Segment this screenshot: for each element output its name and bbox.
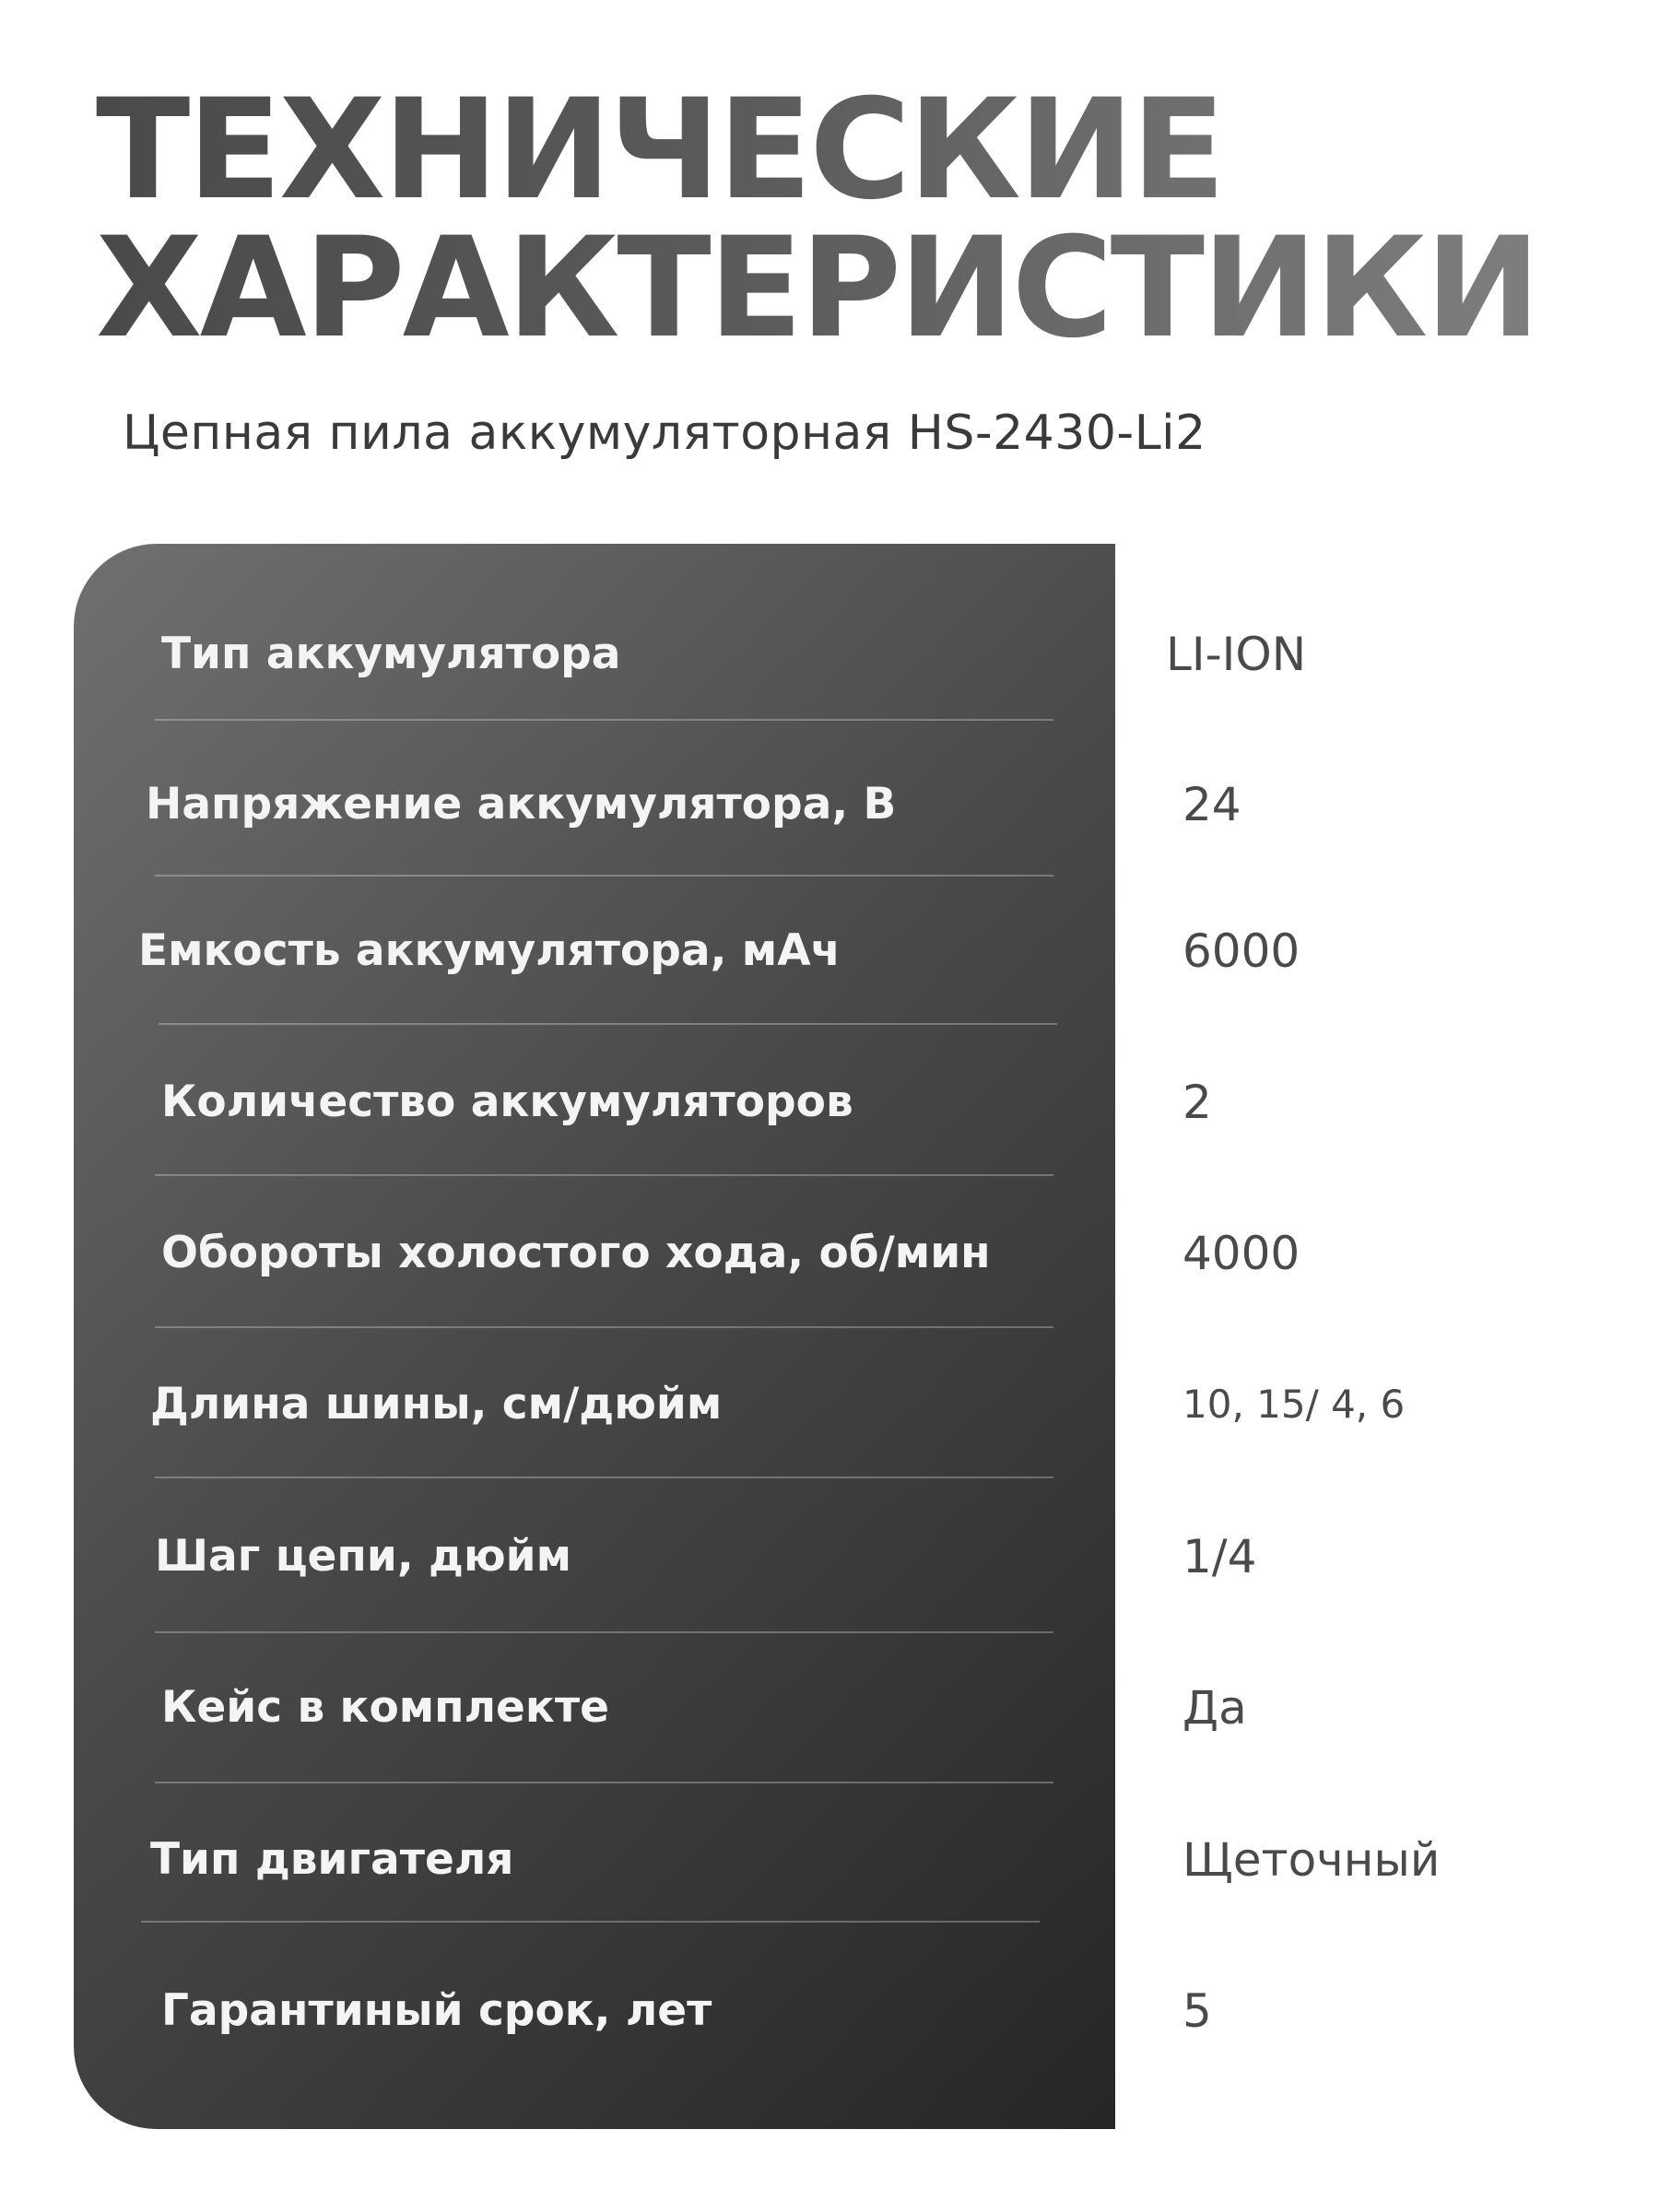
spec-label: Напряжение аккумулятора, В	[146, 779, 897, 830]
spec-label: Обороты холостого хода, об/мин	[161, 1228, 991, 1278]
product-subtitle: Цепная пила аккумуляторная HS-2430-Li2	[123, 406, 1206, 461]
spec-row-battery-voltage	[0, 767, 1659, 842]
spec-row-battery-type	[0, 617, 1659, 692]
row-divider	[155, 1782, 1053, 1783]
spec-value: Да	[1182, 1681, 1247, 1735]
spec-row-battery-count	[0, 1065, 1659, 1140]
spec-row-case-included	[0, 1670, 1659, 1746]
spec-value: 6000	[1182, 924, 1300, 978]
row-divider	[155, 1326, 1053, 1328]
row-divider	[159, 1023, 1057, 1025]
spec-value: LI-ION	[1166, 628, 1307, 681]
spec-label: Тип двигателя	[150, 1834, 514, 1885]
spec-label: Длина шины, см/дюйм	[150, 1379, 723, 1430]
row-divider	[155, 719, 1053, 721]
spec-row-idle-speed	[0, 1216, 1659, 1291]
spec-row-warranty	[0, 1973, 1659, 2049]
spec-label: Шаг цепи, дюйм	[155, 1531, 572, 1582]
spec-value: 5	[1182, 1984, 1212, 2038]
row-divider	[155, 1174, 1053, 1176]
spec-label: Гарантиный срок, лет	[161, 1985, 712, 2036]
page-title-line-1: ТЕХНИЧЕСКИЕ	[96, 70, 1223, 230]
spec-label: Кейс в комплекте	[161, 1682, 609, 1733]
spec-label: Емкость аккумулятора, мАч	[138, 925, 841, 976]
spec-value: 10, 15/ 4, 6	[1182, 1382, 1406, 1427]
spec-row-motor-type	[0, 1822, 1659, 1898]
page-title	[96, 70, 1538, 369]
spec-value: 2	[1182, 1076, 1212, 1129]
spec-row-chain-pitch	[0, 1519, 1659, 1594]
spec-label: Количество аккумуляторов	[161, 1077, 853, 1127]
spec-value: 4000	[1182, 1227, 1300, 1280]
row-divider	[155, 1631, 1053, 1633]
page-title-line-2: ХАРАКТЕРИСТИКИ	[96, 208, 1538, 369]
spec-value: 1/4	[1182, 1530, 1257, 1583]
spec-row-battery-capacity	[0, 913, 1659, 989]
spec-label: Тип аккумулятора	[161, 629, 621, 679]
spec-row-bar-length	[0, 1367, 1659, 1442]
spec-value: 24	[1182, 778, 1241, 831]
row-divider	[155, 875, 1053, 877]
spec-value: Щеточный	[1182, 1833, 1441, 1887]
row-divider	[141, 1921, 1040, 1923]
row-divider	[155, 1477, 1053, 1478]
